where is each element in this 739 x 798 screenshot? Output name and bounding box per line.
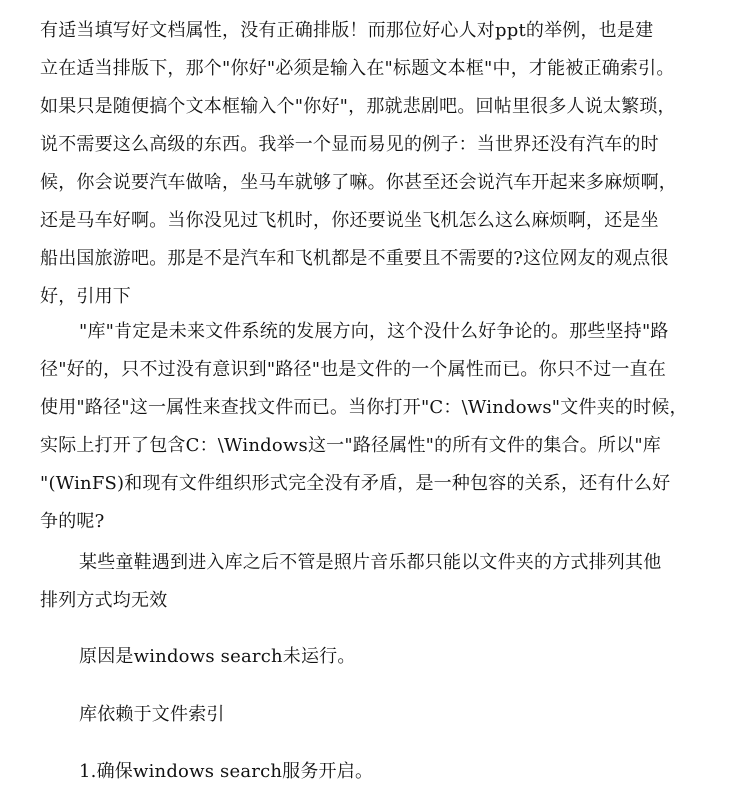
text-line: 1.确保windows search服务开启。 bbox=[79, 761, 374, 782]
text-line: 使用"路径"这一属性来查找文件而已。当你打开"C：\Windows"文件夹的时候， bbox=[40, 397, 688, 418]
text-line: 排列方式均无效 bbox=[40, 590, 168, 611]
text-line: "库"肯定是未来文件系统的发展方向，这个没什么好争论的。那些坚持"路 bbox=[79, 321, 669, 342]
text-line: 原因是windows search未运行。 bbox=[79, 646, 356, 667]
text-line: 实际上打开了包含C：\Windows这一"路径属性"的所有文件的集合。所以"库 bbox=[40, 435, 662, 456]
paragraph-sort-issue bbox=[40, 544, 661, 620]
text-line: 径"好的，只不过没有意识到"路径"也是文件的一个属性而已。你只不过一直在 bbox=[40, 359, 667, 380]
text-line: 如果只是随便搞个文本框输入个"你好"，那就悲剧吧。回帖里很多人说太繁琐， bbox=[40, 96, 676, 117]
paragraph-ppt-example bbox=[40, 12, 677, 316]
text-line: 争的呢? bbox=[40, 511, 105, 532]
text-line: 还是马车好啊。当你没见过飞机时，你还要说坐飞机怎么这么麻烦啊，还是坐 bbox=[40, 210, 659, 231]
text-line: 库依赖于文件索引 bbox=[79, 704, 225, 725]
paragraph-step-1 bbox=[40, 753, 373, 791]
text-line: 立在适当排版下，那个"你好"必须是输入在"标题文本框"中，才能被正确索引。 bbox=[40, 58, 675, 79]
text-line: 有适当填写好文档属性，没有正确排版！而那位好心人对ppt的举例，也是建 bbox=[40, 20, 654, 41]
paragraph-index-dependency bbox=[40, 696, 225, 734]
text-line: 说不需要这么高级的东西。我举一个显而易见的例子：当世界还没有汽车的时 bbox=[40, 134, 659, 155]
text-line: 某些童鞋遇到进入库之后不管是照片音乐都只能以文件夹的方式排列其他 bbox=[79, 552, 662, 573]
paragraph-cause bbox=[40, 638, 356, 676]
text-line: 船出国旅游吧。那是不是汽车和飞机都是不重要且不需要的?这位网友的观点很 bbox=[40, 248, 669, 269]
paragraph-library-quote bbox=[40, 313, 688, 541]
text-line: 好，引用下 bbox=[40, 286, 131, 307]
text-line: "(WinFS)和现有文件组织形式完全没有矛盾，是一种包容的关系，还有什么好 bbox=[40, 473, 671, 494]
text-line: 候，你会说要汽车做啥，坐马车就够了嘛。你甚至还会说汽车开起来多麻烦啊， bbox=[40, 172, 677, 193]
